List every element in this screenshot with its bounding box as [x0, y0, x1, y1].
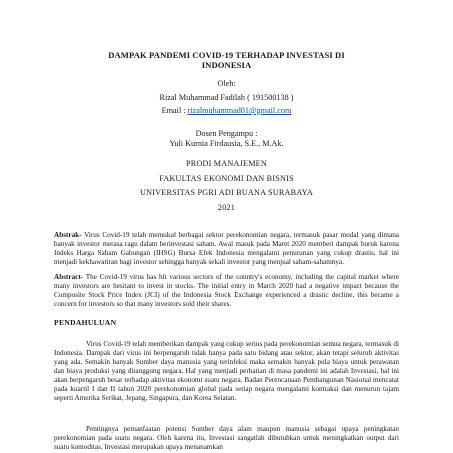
section-heading: PENDAHULUAN [54, 318, 117, 327]
intro-paragraph-2: Pentingnya pemanfaatan potensi Sumber daya alam maupun manusia sebagai upaya peningkatan perekonomian pada suatu negara. Oleh karena itu, Investasi sangatlah dibutuhkan untuk meningkatkan output dari suatu komoditas. Investasi merupakan upaya menanamkan [54, 425, 399, 451]
email-label: Email : [161, 106, 188, 115]
email-link[interactable]: rizalmuhammad01@gmail.com [187, 106, 292, 115]
author-name: Rizal Muhammad Fadilah ( 191500138 ) [159, 93, 294, 102]
faculty-name: FAKULTAS EKONOMI DAN BISNIS [159, 174, 294, 183]
supervisor-name: Yuli Kurnia Firdausia, S.E., M.Ak. [169, 139, 284, 148]
supervisor-label: Dosen Pengampu : [195, 129, 258, 138]
abstract-text: The Covid-19 virus has hit various sectors of the country's economy, including the capital market where many investors are hesitant to invest in stocks. The initial entry in March 2020 had a negative impact because the Composite Stock Price Index (JCI) of the Indonesia Stock Exchange experienced a drastic decline, this became a concern for investors so that many investors sold their shares. [54, 273, 399, 308]
intro-paragraph-1: Virus Covid-19 telah memberikan dampak yang cukup serius pada perekonomian semua negara, termasuk di Indonesia. Dampak dari virus ini berpengaruh tidak hanya pada satu bidang atau sektor, akan tetapi seluruh aktivitas yang ada. Semakin banyak Sumber daya manusia yang terinfeksi maka semakin banyak pula biaya untuk perawatan dan biaya produksi yang ditanggung negara. Hal yang menjadi perhatian di masa pandemi ini adalah Investasi, hal ini akan berpengaruh besar terhadap aktivitas ekonomi suatu negara. Badan Perencanaan Pembangunan Nasional mencatat pada kuartil I dan II tahun 2020 perekonomian global pada setiap negara mengalami kontraksi dan menurun tajam seperti Amerika Serikat, Jepang, Singapura, dan Korea Selatan. [54, 340, 399, 402]
abstract-paragraph [54, 273, 399, 309]
abstrak-text: Virus Covid-19 telah memukul berbagai sektor perekonomian negara, termasuk pasar modal yang dimana banyak investor merasa ragu dalam berinvestasi saham. Awal masuk pada Maret 2020 memberi dampak buruk karena Indeks Harga Saham Gabungan (IHSG) Bursa Efek Indonesia mengalami penurunan yang cukup drastis, hal ini menjadi kekhawatiran bagi investor sehingga banyak sekali investor yang menjual saham-sahamnya. [54, 231, 399, 266]
program-name: PRODI MANAJEMEN [185, 159, 267, 168]
abstract-label: Abstract- [54, 273, 84, 282]
author-email [0, 106, 453, 116]
paper-title-line-1: DAMPAK PANDEMI COVID-19 TERHADAP INVESTASI DI [108, 50, 345, 60]
abstrak-paragraph [54, 231, 399, 267]
publication-year: 2021 [217, 203, 236, 212]
author-label: Oleh: [217, 79, 236, 88]
university-name: UNIVERSITAS PGRI ADI BUANA SURABAYA [140, 188, 313, 197]
paper-title-line-2: INDONESIA [201, 60, 252, 70]
abstrak-label: Abstrak- [54, 231, 82, 240]
